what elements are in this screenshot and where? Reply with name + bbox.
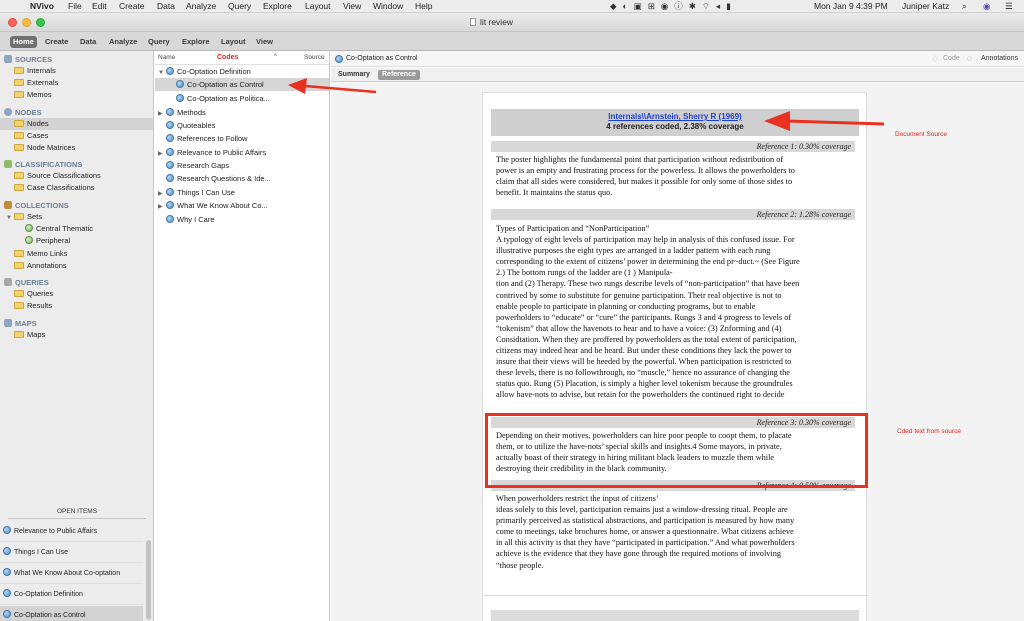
sort-indicator-icon[interactable]: ^ — [274, 54, 277, 60]
text-line: 2.) The bottom rungs of the ladder are (1 ) Manipula- — [496, 268, 673, 278]
disclosure-triangle-icon[interactable]: ▼ — [6, 215, 12, 221]
text-line: powerholders to “educate” or “cure” the participants. Rungs 3 and 4 progress to levels of — [496, 312, 792, 322]
arrow-shaft — [786, 121, 884, 124]
code-label: Things I Can Use — [177, 188, 235, 197]
menu-view[interactable]: View — [343, 1, 362, 11]
tab-explore[interactable]: Explore — [182, 37, 210, 46]
text-line: benefit. It maintains the status quo. — [496, 188, 613, 198]
collections-header-label: COLLECTIONS — [15, 201, 69, 210]
document-source-annotation: Document Source — [895, 131, 948, 138]
text-line: “tokenism” that allow the havenots to hear and to have a voice: (3) Znforming and (4) — [496, 323, 782, 333]
source-summary: 4 references coded, 2.38% coverage — [606, 122, 744, 131]
text-line: status quo. Rung (5) Placation, is simply a higher level tokenism because the groundrules — [496, 379, 793, 389]
text-line: come to meetings, take brochures home, or answer a questionnaire. What citizens achieve — [496, 527, 794, 537]
text-line: in all this activity is that they have “participated in participation.” And what powerholders — [496, 538, 795, 548]
text-line: corresponding to the extent of citizens’ power in determining the end pr~duct.~ (See Figure — [496, 257, 800, 267]
menu-analyze[interactable]: Analyze — [186, 1, 217, 11]
source-link[interactable]: Internals\\Arnstein, Sherry R (1969) — [608, 112, 742, 121]
code-label: Quoteables — [177, 121, 216, 130]
text-line: A typology of eight levels of participation may help in analysis of this confused issue. For — [496, 235, 795, 245]
maps-header-label: MAPS — [15, 319, 37, 328]
reference-3-header: Reference 3: 0.30% coverage — [491, 417, 855, 428]
text-line: these levels, there is no followthrough, no “muscle,” hence no assurance of changing the — [496, 368, 790, 378]
text-line: power is an empty and frustrating process for the powerless. It allows the powerholders to — [496, 166, 795, 176]
open-item-label: What We Know About Co-optation — [14, 570, 121, 577]
text-line: destroying their credibility in the black community. — [496, 464, 667, 474]
column-source[interactable]: Source — [304, 54, 325, 61]
sources-header-label: SOURCES — [15, 55, 53, 64]
code-label: References to Follow — [177, 134, 248, 143]
disclosure-triangle-icon[interactable]: ▼ — [158, 70, 164, 76]
detail-node-title: Co-Optation as Control — [346, 55, 418, 62]
text-line: Types of Participation and “NonParticipation” — [496, 224, 650, 233]
sidebar-item-label: Node Matrices — [27, 143, 76, 152]
window-title-text: lit review — [480, 17, 514, 27]
code-label: What We Know About Co... — [177, 201, 268, 210]
sidebar-item-label: Annotations — [27, 261, 67, 270]
menu-layout[interactable]: Layout — [305, 1, 331, 11]
spotlight-search-icon[interactable]: ⌕ — [962, 1, 967, 11]
column-name[interactable]: Name — [158, 54, 176, 61]
code-label: Relevance to Public Affairs — [177, 148, 267, 157]
menu-explore[interactable]: Explore — [263, 1, 292, 11]
sidebar-item-label: Nodes — [27, 119, 49, 128]
disclosure-triangle-icon[interactable]: ▶ — [158, 204, 163, 210]
text-line: them, or to utilize the have-nots’ special skills and insights.4 Some mayors, in private, — [496, 442, 782, 452]
code-label: Why I Care — [177, 215, 215, 224]
sidebar-item-label: Case Classifications — [27, 183, 95, 192]
annotations-speech-icon[interactable]: ◌ — [967, 54, 972, 63]
tab-query[interactable]: Query — [148, 37, 170, 46]
sidebar-item-label: Source Classifications — [27, 171, 101, 180]
arrow-head — [764, 111, 790, 131]
text-line: illustrative purposes the eight types are arranged in a ladder pattern with each rung — [496, 246, 771, 256]
tab-home[interactable]: Home — [10, 36, 37, 48]
sidebar-item-label: Queries — [27, 289, 54, 298]
clock[interactable]: Mon Jan 9 4:39 PM — [814, 1, 888, 11]
text-line: The poster highlights the fundamental point that participation without redistribution of — [496, 155, 784, 164]
open-item-label: Relevance to Public Affairs — [14, 528, 98, 535]
open-item-label: Things I Can Use — [14, 549, 69, 556]
open-item-label: Co-Optation Definition — [14, 591, 83, 598]
sidebar-item-label: Memo Links — [27, 249, 68, 258]
sidebar-item-label: Externals — [27, 78, 59, 87]
text-line: contrived by some to substitute for genuine participation. Their real objective is not to — [496, 290, 782, 300]
tab-data[interactable]: Data — [80, 37, 97, 46]
arrow-head — [288, 78, 307, 94]
reference-4-header: Reference 4: 0.50% coverage — [491, 480, 855, 491]
text-line: Depending on their motives, powerholders can hire poor people to coopt them, to placate — [496, 431, 792, 440]
open-items-header: OPEN ITEMS — [56, 508, 98, 515]
menu-create[interactable]: Create — [119, 1, 145, 11]
arrow-shaft — [305, 86, 376, 92]
sidebar-item-label: Central Thematic — [36, 224, 93, 233]
code-label: Co-Optation as Politica... — [187, 94, 270, 103]
tab-analyze[interactable]: Analyze — [109, 37, 138, 46]
disclosure-triangle-icon[interactable]: ▶ — [158, 191, 163, 197]
tab-create[interactable]: Create — [45, 37, 69, 46]
open-item-label: Co-Optation as Control — [14, 612, 86, 619]
sidebar-item-label: Internals — [27, 66, 56, 75]
text-line: When powerholders restrict the input of citizens’ — [496, 494, 659, 503]
annotations-button[interactable]: Annotations — [981, 55, 1018, 62]
tab-reference[interactable]: Reference — [378, 70, 420, 80]
code-bulb-icon[interactable]: ♢ — [931, 54, 940, 64]
siri-icon[interactable]: ◉ — [983, 1, 991, 11]
arrow-to-source — [764, 111, 884, 131]
text-line: “those people. — [496, 560, 544, 570]
user-name[interactable]: Juniper Katz — [902, 1, 950, 11]
text-line: claim that all sides were considered, but makes it possible for only some of those sides to — [496, 177, 793, 187]
disclosure-triangle-icon[interactable]: ▶ — [158, 111, 163, 117]
text-line: ideas solely to this level, participation remains just a window-dressing ritual. People are — [496, 505, 788, 515]
code-button[interactable]: Code — [943, 55, 960, 62]
text-line: enable people to participate in planning or conducting programs, but to enable — [496, 301, 756, 311]
menu-window[interactable]: Window — [373, 1, 404, 11]
text-line: primarily perceived as statistical abstractions, and participation is measured by how many — [496, 516, 795, 526]
sidebar-item-label: Cases — [27, 131, 49, 140]
text-line: allow have-nots to advise, but retain for the powerholders the continued right to decide — [496, 390, 785, 400]
sidebar-item-label: Sets — [27, 212, 43, 221]
sidebar-item-label: Maps — [27, 330, 46, 339]
classifications-header-label: CLASSIFICATIONS — [15, 160, 83, 169]
code-label: Research Gaps — [177, 161, 230, 170]
text-line: achieve is the evidence that they have gone through the required motions of involving — [496, 549, 782, 559]
coded-text-annotation: Cded text from source — [897, 428, 961, 435]
menu-data[interactable]: Data — [157, 1, 175, 11]
sidebar-item-label: Results — [27, 301, 53, 310]
text-line: citizens may indeed hear and be heard. But under these conditions they lack the power to — [496, 346, 792, 356]
text-line: insure that their views will be heeded by the powerful. When participation is restricted to — [496, 357, 792, 367]
text-line: tion and (2) Therapy. These two rungs describe levels of “non-participation” that have been — [496, 279, 800, 289]
arrow-to-code — [288, 78, 376, 94]
app-menu[interactable]: NVivo — [30, 1, 54, 11]
tab-layout[interactable]: Layout — [221, 37, 246, 46]
menu-query[interactable]: Query — [228, 1, 252, 11]
code-label: Methods — [177, 108, 206, 117]
nodes-header-label: NODES — [15, 108, 42, 117]
sidebar-item-label: Memos — [27, 90, 52, 99]
tab-view[interactable]: View — [256, 37, 273, 46]
reference-2-header: Reference 2: 1.28% coverage — [491, 209, 855, 220]
menu-file[interactable]: File — [68, 1, 82, 11]
reference-1-header: Reference 1: 0.30% coverage — [491, 141, 855, 152]
menu-help[interactable]: Help — [415, 1, 433, 11]
status-icons[interactable]: ◆◐▣⊞◉ⓘ✱⌔◂▮ — [610, 1, 737, 11]
code-label: Research Questions & Ide... — [177, 174, 271, 183]
disclosure-triangle-icon[interactable]: ▶ — [158, 151, 163, 157]
codes-annotation: Codes — [217, 54, 239, 61]
tab-summary[interactable]: Summary — [338, 71, 370, 78]
sidebar-item-label: Peripheral — [36, 236, 71, 245]
code-label: Co-Optation as Control — [187, 80, 264, 89]
notification-center-icon[interactable]: ☰ — [1005, 1, 1013, 11]
code-label: Co-Optation Definition — [177, 67, 251, 76]
menu-edit[interactable]: Edit — [92, 1, 107, 11]
text-line: actually boast of their strategy in hiring militant black leaders to muzzle them while — [496, 453, 775, 463]
queries-header-label: QUERIES — [15, 278, 49, 287]
text-line: Considtation. When they are proffered by powerholders as the total extent of participation, — [496, 334, 797, 344]
